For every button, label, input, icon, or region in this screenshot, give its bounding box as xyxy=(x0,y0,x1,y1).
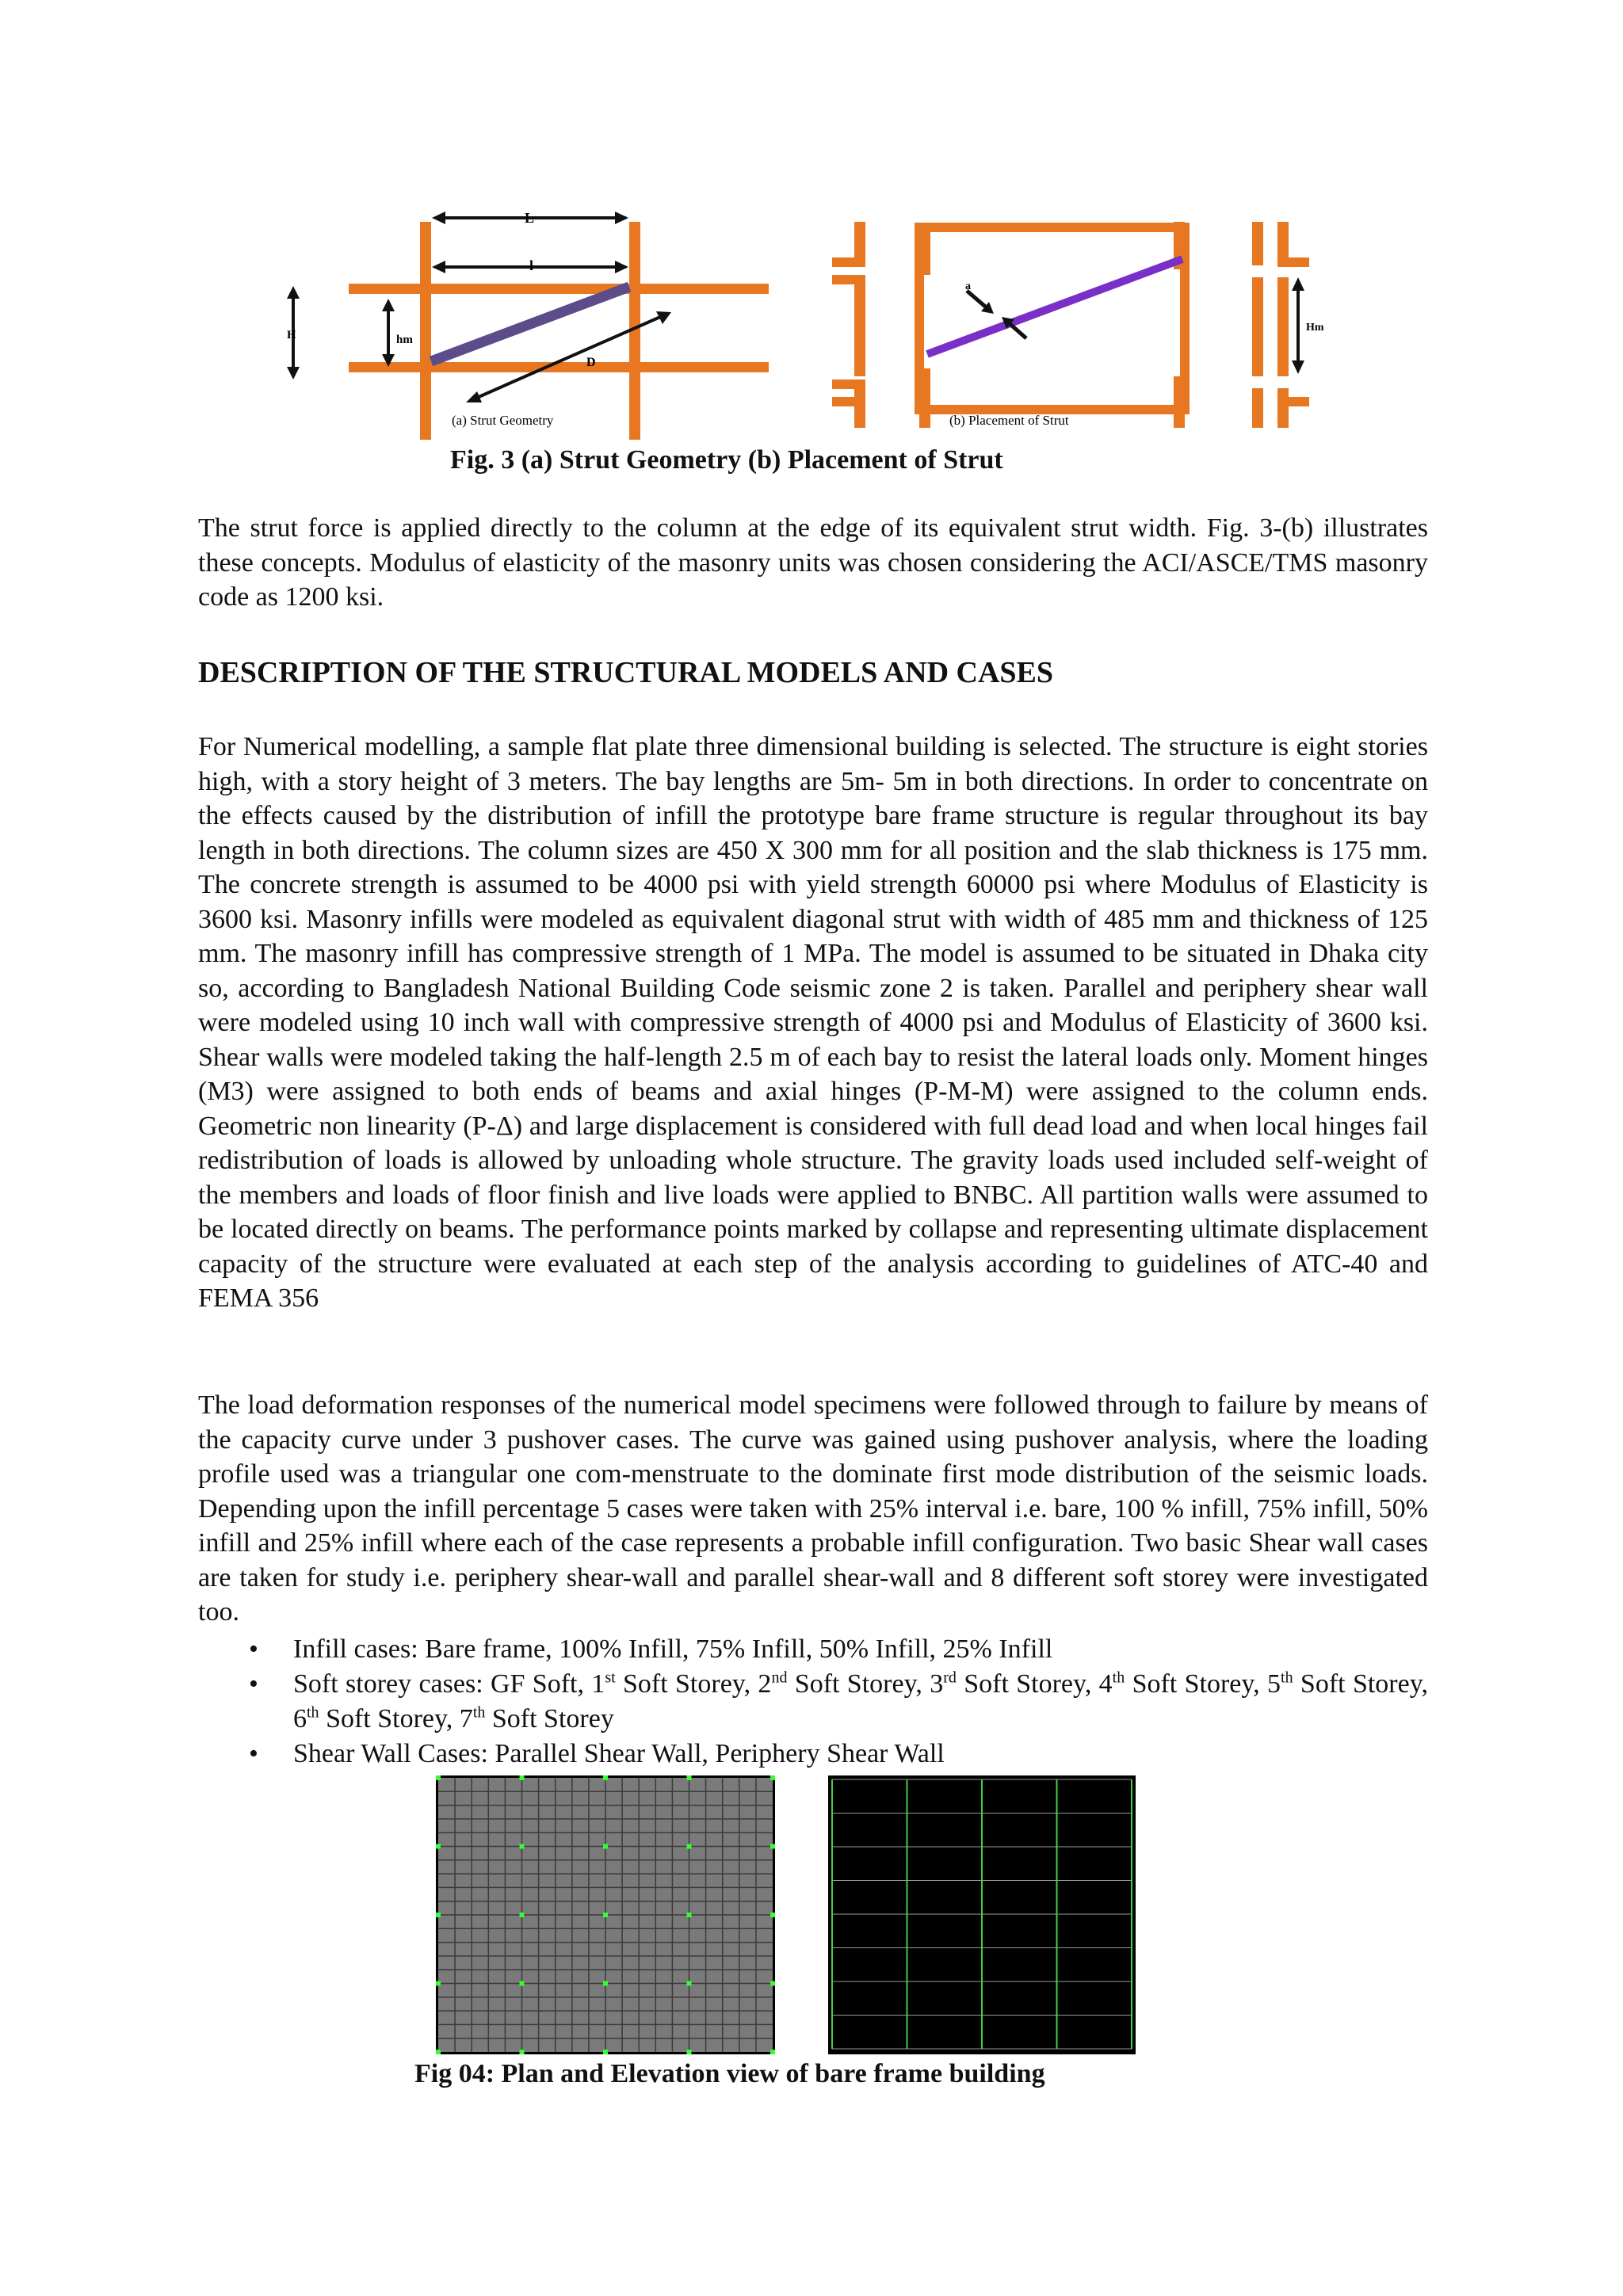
plan-node xyxy=(770,2050,775,2054)
plan-node xyxy=(770,1775,775,1780)
paragraph-strut-force: The strut force is applied directly to the column at the edge of its equivalent strut width. Fig. 3-(b) illustrates these concepts. Modulus of elasticity of the masonry units was chosen considering the ACI/ASCE/TMS masonry code as 1200 ksi. xyxy=(198,513,1428,612)
plan-node xyxy=(436,1775,441,1780)
list-item-soft-storey: • Soft storey cases: GF Soft, 1st Soft Storey, 2nd Soft Storey, 3rd Soft Storey, 4th Soft Storey, 5th Soft Storey, 6th Soft Storey, 7th Soft Storey xyxy=(238,1667,1428,1737)
plan-view-image xyxy=(436,1775,775,2054)
plan-node xyxy=(436,1844,441,1849)
plan-node xyxy=(687,1913,692,1917)
list-item-shear-wall: • Shear Wall Cases: Parallel Shear Wall, Periphery Shear Wall xyxy=(238,1737,1428,1772)
placed-strut xyxy=(927,259,1182,354)
label-H: H xyxy=(287,329,296,341)
plan-node xyxy=(520,1775,525,1780)
section-heading: DESCRIPTION OF THE STRUCTURAL MODELS AND CASES xyxy=(198,656,1054,689)
plan-node xyxy=(436,2050,441,2054)
strut-placement-diagram xyxy=(832,222,1324,428)
figure-3-caption: Fig. 3 (a) Strut Geometry (b) Placement of Strut xyxy=(450,445,1003,475)
inner-frame xyxy=(919,227,1185,410)
paragraph-numerical-modelling: For Numerical modelling, a sample flat plate three dimensional building is selected. The structure is eight stories high, with a story height of 3 meters. The bay lengths are 5m- 5m in both directions. In order to concentrate on the effects caused by the distribution of infill the prototype bare frame structure is regular throughout its bay length in both directions. The column sizes are 450 X 300 mm for all position and the slab thickness is 175 mm. The concrete strength is assumed to be 4000 psi with yield strength 60000 psi where Modulus of Elasticity is 3600 ksi. Masonry infills were modeled as equivalent diagonal strut with width of 485 mm and thickness of 125 mm. The masonry infill has compressive strength of 1 MPa. The model is assumed to be situated in Dhaka city so, according to Bangladesh National Building Code seismic zone 2 is taken. Parallel and periphery shear wall were modeled using 10 inch wall with compressive strength of 4000 psi and Modulus of Elasticity of 3600 ksi. Shear walls were modeled taking the half-length 2.5 m of each bay to resist the lateral loads only. Moment hinges (M3) were assigned to both ends of beams and axial hinges (P-M-M) were assigned to the column ends. Geometric non linearity (P-Δ) and large displacement is considered with full dead load and when local hinges fail redistribution of loads is allowed by unloading whole structure. The gravity loads used included self-weight of the members and loads of floor finish and live loads were applied to BNBC. All partition walls were assumed to be located directly on beams. The performance points marked by collapse and representing ultimate displacement capacity of the structure were evaluated at each step of the analysis according to guidelines of ATC-40 and FEMA 356 xyxy=(198,732,1428,1313)
plan-node xyxy=(436,1981,441,1986)
strut-line xyxy=(431,287,629,361)
label-L: L xyxy=(525,210,535,226)
strut-geometry-diagram xyxy=(287,210,769,440)
top-beam xyxy=(349,284,769,294)
plan-node xyxy=(687,2050,692,2054)
plan-node xyxy=(770,1913,775,1917)
plan-node xyxy=(520,2050,525,2054)
subcaption-b: (b) Placement of Strut xyxy=(949,413,1069,428)
plan-node xyxy=(520,1913,525,1917)
label-Hm: Hm xyxy=(1306,322,1324,334)
label-l: l xyxy=(529,257,534,273)
bullet-icon: • xyxy=(249,1739,258,1768)
plan-node xyxy=(520,1844,525,1849)
bottom-beam xyxy=(349,362,769,372)
plan-node xyxy=(520,1981,525,1986)
figure-4-caption: Fig 04: Plan and Elevation view of bare frame building xyxy=(414,2059,1045,2088)
plan-node xyxy=(436,1913,441,1917)
label-hm: hm xyxy=(396,334,413,346)
plan-node xyxy=(603,2050,608,2054)
bullet-icon: • xyxy=(249,1669,258,1699)
plan-node xyxy=(770,1981,775,1986)
list-item-infill: • Infill cases: Bare frame, 100% Infill, 75% Infill, 50% Infill, 25% Infill xyxy=(238,1632,1428,1667)
plan-node xyxy=(603,1913,608,1917)
plan-node xyxy=(770,1844,775,1849)
subcaption-a: (a) Strut Geometry xyxy=(452,413,554,428)
plan-node xyxy=(603,1844,608,1849)
plan-node xyxy=(603,1981,608,1986)
bullet-icon: • xyxy=(249,1634,258,1664)
cases-list xyxy=(238,1632,1428,1772)
label-a: a xyxy=(965,280,971,292)
plan-node xyxy=(687,1981,692,1986)
paragraph-load-deformation: The load deformation responses of the numerical model specimens were followed through to failure by means of the capacity curve under 3 pushover cases. The curve was gained using pushover analysis, where the loading profile used was a triangular one com-menstruate to the dominate first mode distribution of the seismic loads. Depending upon the infill percentage 5 cases were taken with 25% interval i.e. bare, 100 % infill, 75% infill, 50% infill and 25% infill where each of the case represents a probable infill configuration. Two basic Shear wall cases are taken for study i.e. periphery shear-wall and parallel shear-wall and 8 different soft storey were investigated too. xyxy=(198,1390,1428,1627)
plan-node xyxy=(687,1775,692,1780)
plan-node xyxy=(687,1844,692,1849)
label-D: D xyxy=(586,356,596,369)
elevation-view-image xyxy=(828,1775,1136,2054)
left-column xyxy=(420,222,431,440)
plan-node xyxy=(603,1775,608,1780)
figure-3 xyxy=(269,202,1363,440)
